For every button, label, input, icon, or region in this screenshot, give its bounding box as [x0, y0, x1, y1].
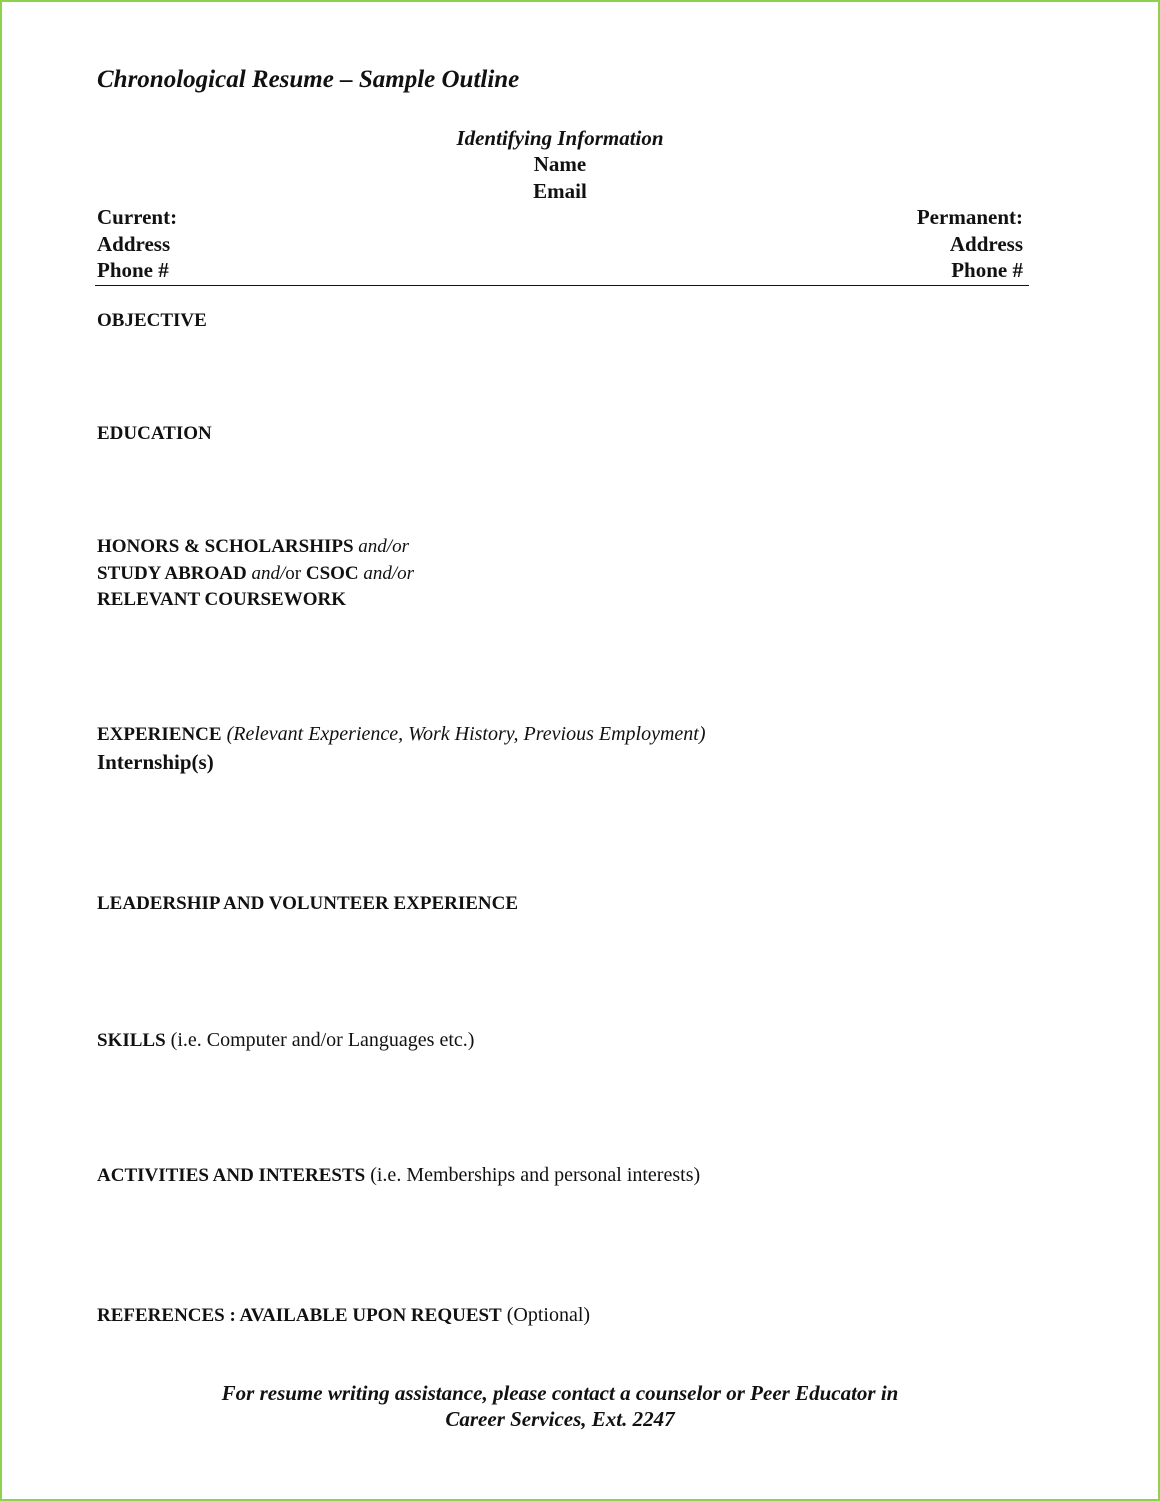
section-education: EDUCATION — [97, 423, 212, 444]
section-experience — [97, 721, 706, 775]
skills-label: SKILLS — [97, 1030, 166, 1051]
experience-label: EXPERIENCE — [97, 724, 222, 745]
current-address-block — [97, 204, 177, 284]
current-label: Current: — [97, 205, 178, 229]
coursework-label: RELEVANT COURSEWORK — [97, 589, 346, 610]
footer-line-2: Career Services, Ext. 2247 — [445, 1407, 675, 1431]
csoc-andor: and/or — [358, 562, 415, 584]
page-title: Chronological Resume – Sample Outline — [97, 66, 520, 93]
section-leadership: LEADERSHIP AND VOLUNTEER EXPERIENCE — [97, 893, 519, 914]
section-objective: OBJECTIVE — [97, 310, 207, 331]
internships-label: Internship(s) — [97, 749, 214, 774]
honors-andor: and/or — [353, 536, 409, 557]
study-abroad-or: or — [285, 562, 306, 584]
current-address: Address — [97, 231, 171, 256]
section-activities — [97, 1162, 700, 1190]
csoc-label: CSOC — [305, 562, 359, 584]
activities-label: ACTIVITIES AND INTERESTS — [97, 1165, 366, 1186]
permanent-phone: Phone # — [951, 258, 1023, 282]
section-skills — [97, 1027, 474, 1055]
activities-note: (i.e. Memberships and personal interests) — [365, 1164, 701, 1186]
section-references — [97, 1302, 590, 1330]
identifying-heading: Identifying Information — [456, 126, 664, 150]
honors-label: HONORS & SCHOLARSHIPS — [97, 536, 354, 557]
study-abroad-label: STUDY ABROAD — [97, 562, 247, 584]
header-divider — [95, 285, 1029, 286]
references-note: (Optional) — [501, 1304, 591, 1326]
current-phone: Phone # — [97, 258, 169, 282]
footer-line-1: For resume writing assistance, please contact a counselor or Peer Educator in — [221, 1381, 899, 1405]
identifying-email: Email — [533, 179, 587, 203]
study-abroad-and: and/ — [246, 562, 286, 584]
identifying-name: Name — [533, 152, 587, 176]
permanent-label: Permanent: — [916, 205, 1023, 229]
section-honors — [97, 534, 414, 614]
permanent-address-block — [917, 204, 1023, 284]
footer-note — [2, 1380, 1118, 1432]
skills-note: (i.e. Computer and/or Languages etc.) — [165, 1029, 475, 1051]
references-label: REFERENCES : AVAILABLE UPON REQUEST — [97, 1305, 502, 1326]
experience-note: (Relevant Experience, Work History, Previous Employment) — [221, 723, 706, 745]
permanent-address: Address — [949, 231, 1023, 256]
